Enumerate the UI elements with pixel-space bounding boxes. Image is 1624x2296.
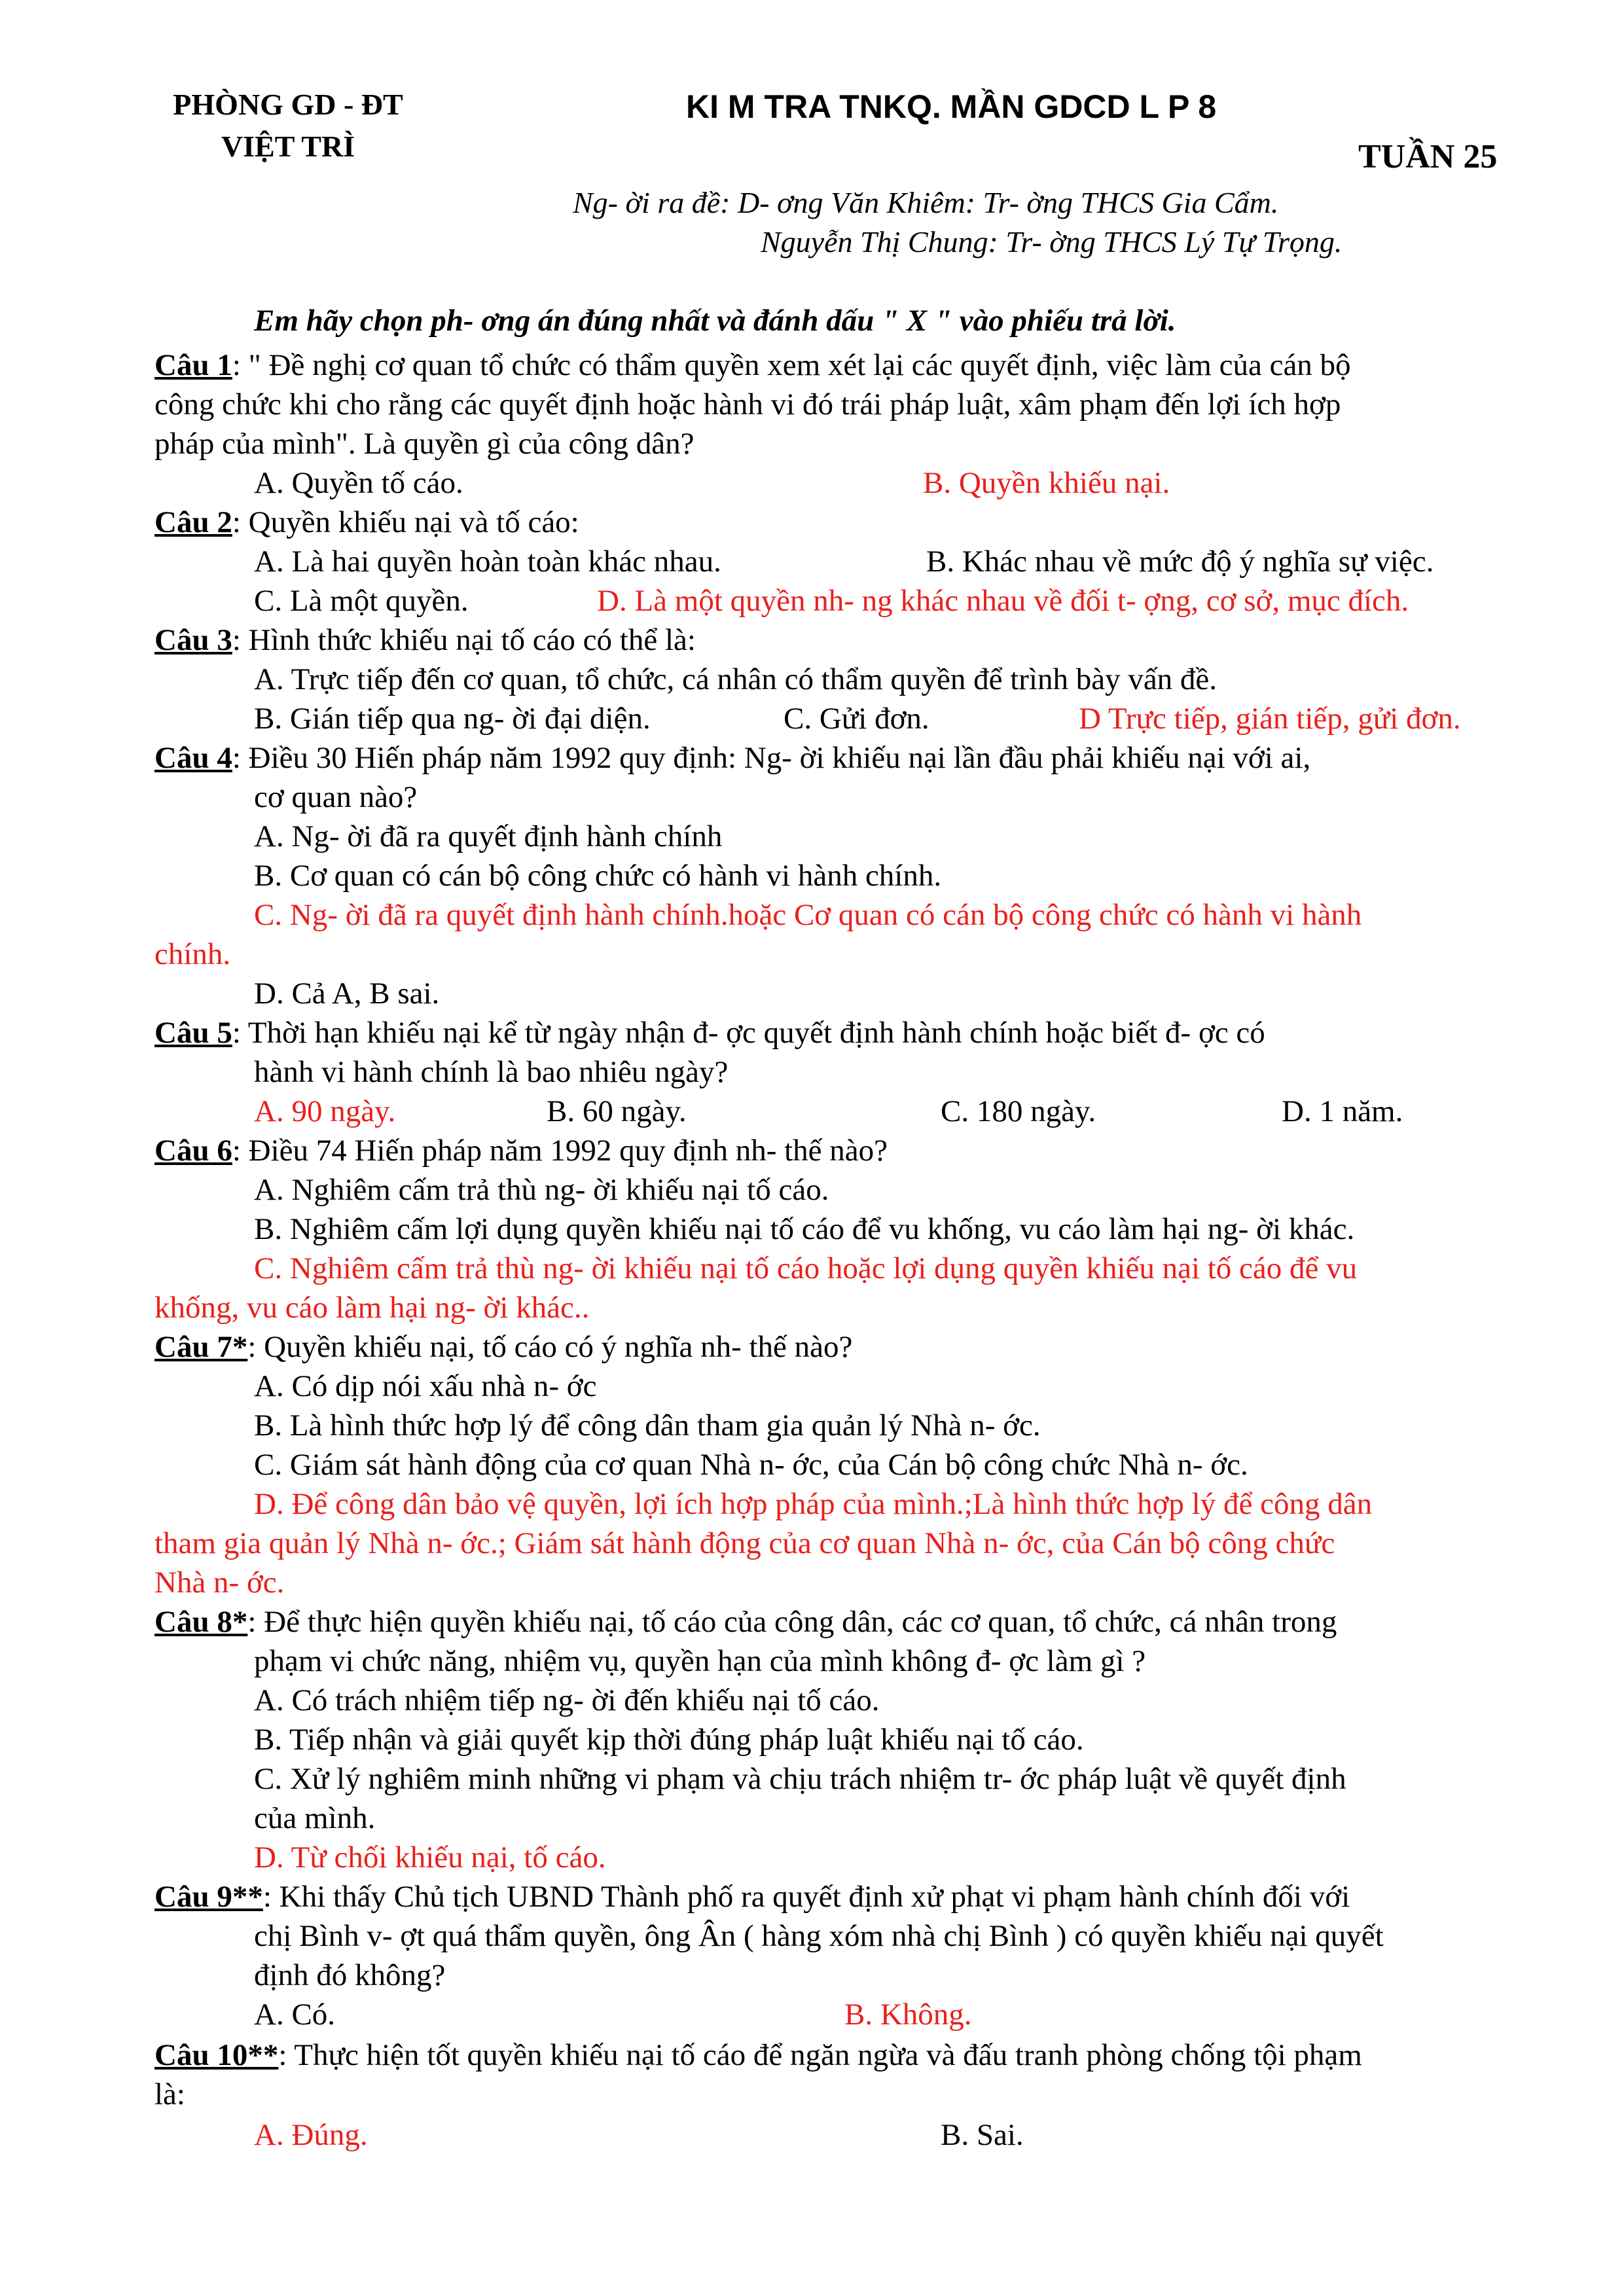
option: C. Giám sát hành động của cơ quan Nhà n- ớc, của Cán bộ công chức Nhà n- ớc. bbox=[254, 1448, 1248, 1482]
question-text: : Thực hiện tốt quyền khiếu nại tố cáo để ngăn ngừa và đấu tranh phòng chống tội phạm bbox=[278, 2038, 1362, 2072]
option: B. Nghiêm cấm lợi dụng quyền khiếu nại tố cáo để vu khống, vu cáo làm hại ng- ời khác. bbox=[254, 1212, 1355, 1246]
question-text: : Quyền khiếu nại và tố cáo: bbox=[232, 505, 579, 539]
author-line-1: Ng- ời ra đề: D- ơng Văn Khiêm: Tr- ờng THCS Gia Cẩm. bbox=[573, 186, 1279, 219]
office-line-2: VIỆT TRÌ bbox=[221, 130, 355, 163]
answer-option: C. Ng- ời đã ra quyết định hành chính.hoặc Cơ quan có cán bộ công chức có hành vi hành bbox=[254, 898, 1362, 932]
option: C. Gửi đơn. bbox=[784, 702, 929, 736]
question-10-line-2: là: bbox=[154, 2077, 185, 2111]
option: C. Xử lý nghiêm minh những vi phạm và chịu trách nhiệm tr- ớc pháp luật về quyết định bbox=[254, 1762, 1346, 1796]
question-text: : Hình thức khiếu nại tố cáo có thể là: bbox=[232, 623, 696, 657]
question-7-line-1 bbox=[154, 1327, 852, 1367]
question-label: Câu 5 bbox=[154, 1016, 232, 1050]
question-9-line-1 bbox=[154, 1877, 1350, 1916]
question-label: Câu 2 bbox=[154, 505, 232, 539]
question-8-line-1 bbox=[154, 1602, 1337, 1641]
question-4-line-1 bbox=[154, 738, 1310, 778]
question-text: : Khi thấy Chủ tịch UBND Thành phố ra quyết định xử phạt vi phạm hành chính đối với bbox=[262, 1880, 1350, 1914]
option: B. 60 ngày. bbox=[547, 1094, 687, 1128]
answer-option: B. Không. bbox=[844, 1998, 972, 2032]
answer-option: A. Đúng. bbox=[254, 2118, 368, 2152]
option: D. Cả A, B sai. bbox=[254, 977, 440, 1011]
question-1-line-2: công chức khi cho rằng các quyết định hoặc hành vi đó trái pháp luật, xâm phạm đến lợi ích hợp bbox=[154, 387, 1341, 422]
question-label: Câu 1 bbox=[154, 348, 232, 382]
answer-option-continued: chính. bbox=[154, 937, 231, 971]
option: A. Có dịp nói xấu nhà n- ớc bbox=[254, 1369, 597, 1403]
question-label: Câu 7* bbox=[154, 1330, 248, 1364]
question-9-line-2: chị Bình v- ợt quá thẩm quyền, ông Ân ( hàng xóm nhà chị Bình ) có quyền khiếu nại quyết bbox=[254, 1919, 1384, 1953]
question-6-line-1 bbox=[154, 1131, 888, 1170]
option: A. Có. bbox=[254, 1998, 336, 2032]
option: A. Là hai quyền hoàn toàn khác nhau. bbox=[254, 545, 721, 579]
option: B. Tiếp nhận và giải quyết kịp thời đúng pháp luật khiếu nại tố cáo. bbox=[254, 1723, 1084, 1757]
question-4-line-2: cơ quan nào? bbox=[254, 780, 418, 814]
question-8-line-2: phạm vi chức năng, nhiệm vụ, quyền hạn của mình không đ- ợc làm gì ? bbox=[254, 1644, 1146, 1678]
option: C. Là một quyền. bbox=[254, 584, 469, 618]
office-line-1: PHÒNG GD - ĐT bbox=[173, 88, 403, 121]
option-continued: của mình. bbox=[254, 1801, 376, 1835]
question-label: Câu 8* bbox=[154, 1605, 248, 1639]
question-label: Câu 4 bbox=[154, 741, 232, 775]
answer-option: D Trực tiếp, gián tiếp, gửi đơn. bbox=[1079, 702, 1461, 736]
option: C. 180 ngày. bbox=[941, 1094, 1096, 1128]
option: A. Quyền tố cáo. bbox=[254, 466, 463, 500]
question-9-line-3: định đó không? bbox=[254, 1958, 446, 1992]
question-text: : Quyền khiếu nại, tố cáo có ý nghĩa nh- thế nào? bbox=[247, 1330, 853, 1364]
question-label: Câu 9** bbox=[154, 1880, 263, 1914]
author-line-2: Nguyễn Thị Chung: Tr- ờng THCS Lý Tự Trọng. bbox=[761, 225, 1343, 259]
option: A. Trực tiếp đến cơ quan, tổ chức, cá nhân có thẩm quyền để trình bày vấn đề. bbox=[254, 662, 1218, 696]
answer-option: D. Từ chối khiếu nại, tố cáo. bbox=[254, 1840, 606, 1874]
question-text: : Điều 30 Hiến pháp năm 1992 quy định: Ng- ời khiếu nại lần đầu phải khiếu nại với ai, bbox=[232, 741, 1311, 775]
question-1-line-3: pháp của mình". Là quyền gì của công dân? bbox=[154, 427, 695, 461]
week-label: TUẦN 25 bbox=[1358, 138, 1498, 175]
question-1-line-1 bbox=[154, 346, 1351, 385]
question-text: : Điều 74 Hiến pháp năm 1992 quy định nh- thế nào? bbox=[232, 1134, 888, 1168]
answer-option: D. Là một quyền nh- ng khác nhau về đối t- ợng, cơ sở, mục đích. bbox=[597, 584, 1409, 618]
question-5-line-2: hành vi hành chính là bao nhiêu ngày? bbox=[254, 1055, 729, 1089]
question-2-line-1 bbox=[154, 503, 579, 542]
instruction: Em hãy chọn ph- ơng án đúng nhất và đánh dấu " X " vào phiếu trả lời. bbox=[254, 304, 1176, 338]
question-3-line-1 bbox=[154, 620, 696, 660]
answer-option-continued: khống, vu cáo làm hại ng- ời khác.. bbox=[154, 1291, 590, 1325]
question-text: : Thời hạn khiếu nại kể từ ngày nhận đ- ợc quyết định hành chính hoặc biết đ- ợc có bbox=[232, 1016, 1265, 1050]
question-text: : Để thực hiện quyền khiếu nại, tố cáo của công dân, các cơ quan, tổ chức, cá nhân trong bbox=[247, 1605, 1337, 1639]
answer-option: D. Để công dân bảo vệ quyền, lợi ích hợp pháp của mình.;Là hình thức hợp lý để công dân bbox=[254, 1487, 1373, 1521]
option: A. Ng- ời đã ra quyết định hành chính bbox=[254, 819, 723, 853]
question-label: Câu 10** bbox=[154, 2038, 279, 2072]
option: A. Nghiêm cấm trả thù ng- ời khiếu nại tố cáo. bbox=[254, 1173, 829, 1207]
option: D. 1 năm. bbox=[1282, 1094, 1403, 1128]
option: B. Khác nhau về mức độ ý nghĩa sự việc. bbox=[926, 545, 1434, 579]
answer-option: A. 90 ngày. bbox=[254, 1094, 396, 1128]
question-text: : " Đề nghị cơ quan tổ chức có thẩm quyền xem xét lại các quyết định, việc làm của cán bộ bbox=[232, 348, 1351, 382]
page-title: KI M TRA TNKQ. MẦN GDCD L P 8 bbox=[686, 88, 1217, 125]
answer-option: C. Nghiêm cấm trả thù ng- ời khiếu nại tố cáo hoặc lợi dụng quyền khiếu nại tố cáo để vu bbox=[254, 1251, 1358, 1285]
option: A. Có trách nhiệm tiếp ng- ời đến khiếu nại tố cáo. bbox=[254, 1683, 880, 1717]
option: B. Sai. bbox=[941, 2118, 1024, 2152]
answer-option-continued: Nhà n- ớc. bbox=[154, 1566, 285, 1600]
option: B. Cơ quan có cán bộ công chức có hành vi hành chính. bbox=[254, 859, 942, 893]
question-5-line-1 bbox=[154, 1013, 1265, 1052]
question-label: Câu 6 bbox=[154, 1134, 232, 1168]
answer-option-continued: tham gia quản lý Nhà n- ớc.; Giám sát hành động của cơ quan Nhà n- ớc, của Cán bộ công chức bbox=[154, 1526, 1335, 1560]
option: B. Gián tiếp qua ng- ời đại diện. bbox=[254, 702, 651, 736]
question-label: Câu 3 bbox=[154, 623, 232, 657]
answer-option: B. Quyền khiếu nại. bbox=[923, 466, 1170, 500]
office-block bbox=[164, 84, 412, 168]
option: B. Là hình thức hợp lý để công dân tham gia quản lý Nhà n- ớc. bbox=[254, 1408, 1041, 1443]
question-10-line-1 bbox=[154, 2036, 1362, 2075]
